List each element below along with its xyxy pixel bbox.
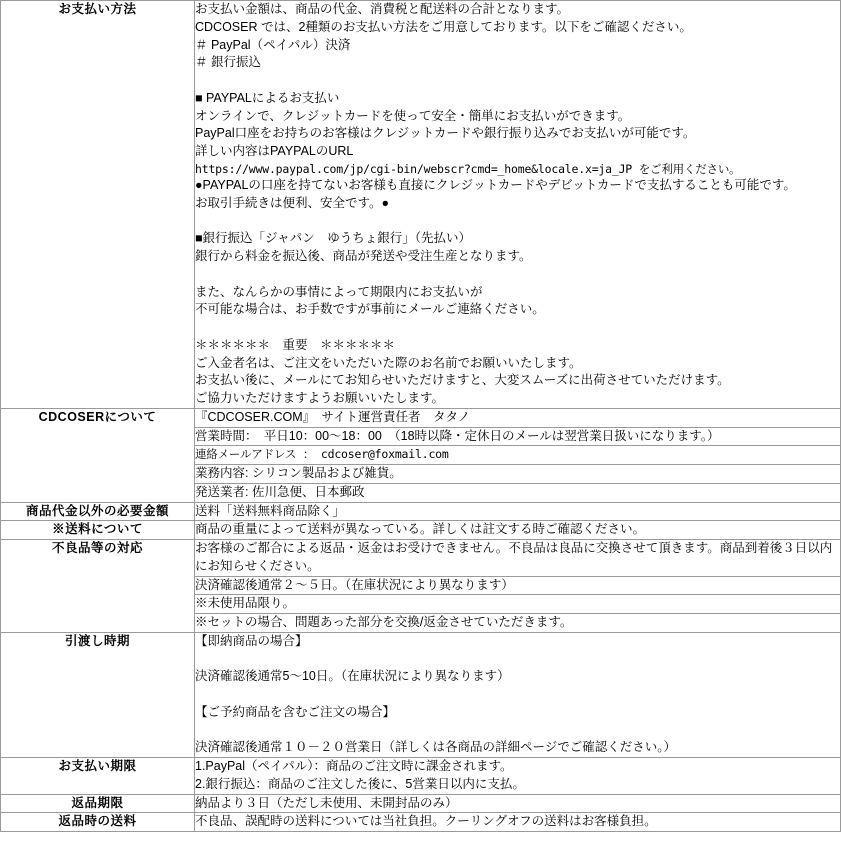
- table-row: [1, 408, 841, 502]
- table-row: [195, 409, 840, 427]
- row-label-return-deadline: 返品期限: [1, 794, 195, 813]
- row-value-defective-handling: [195, 540, 841, 633]
- text-line: 【ご予約商品を含むご注文の場合】: [195, 704, 396, 719]
- about-line-hours: 営業時間： 平日10：00～18：00 （18時以降・定休日のメールは翌営業日扱いになります。）: [195, 427, 840, 446]
- table-row: [195, 465, 840, 484]
- text-line: 決済確認後通常5～10日。（在庫状況により異なります）: [195, 669, 510, 684]
- table-row: [195, 595, 840, 614]
- row-label-shipping-note: ※送料について: [1, 521, 195, 540]
- spacer: [195, 686, 840, 704]
- row-value-extra-charges: 送料「送料無料商品除く」: [195, 502, 841, 521]
- table-row: [195, 446, 840, 465]
- row-value-delivery-timing: [195, 632, 841, 757]
- text-line: CDCOSER では、2種類のお支払い方法をご用意しております。以下をご確認ください。: [195, 19, 692, 34]
- row-label-extra-charges: 商品代金以外の必要金額: [1, 502, 195, 521]
- table-row: [1, 540, 841, 633]
- row-value-payment-deadline: [195, 758, 841, 795]
- table-row: [1, 758, 841, 795]
- text-line: PayPal口座をお持ちのお客様はクレジットカードや銀行振り込みでお支払いが可能です。: [195, 126, 696, 141]
- table-row: [195, 576, 840, 595]
- text-line: 【即納商品の場合】: [195, 633, 308, 648]
- row-label-payment-method: お支払い方法: [1, 1, 195, 409]
- about-line-owner: 『CDCOSER.COM』 サイト運営責任者 タタノ: [195, 409, 840, 427]
- row-value-about-cdcoser: [195, 408, 841, 502]
- text-line: ご入金者名は、ご注文をいただいた際のお名前でお願いいたします。: [195, 355, 582, 370]
- spacer: [195, 651, 840, 669]
- table-row: [1, 1, 841, 409]
- text-line: ＃ 銀行振込: [195, 55, 261, 70]
- email-text: 連絡メールアドレス ： cdcoser@foxmail.com: [195, 447, 449, 462]
- row-label-return-shipping: 返品時の送料: [1, 813, 195, 832]
- row-label-about-cdcoser: CDCOSERについて: [1, 408, 195, 502]
- text-line: また、なんらかの事情によって期限内にお支払いが: [195, 284, 483, 299]
- spacer: [195, 266, 840, 284]
- defective-line-set-items: ※セットの場合、問題あった部分を交換/返金させていただきます。: [195, 615, 573, 630]
- about-subtable: [195, 409, 840, 502]
- row-value-return-shipping: 不良品、誤配時の送料については当社負担。クーリングオフの送料はお客様負担。: [195, 813, 841, 832]
- table-row: [1, 794, 841, 813]
- defective-line-lead-time: 決済確認後通常２～５日。（在庫状況により異なります）: [195, 576, 840, 595]
- about-subtable-body: [195, 409, 840, 502]
- text-line: 1.PayPal（ペイパル）：商品のご注文時に課金されます。: [195, 759, 513, 774]
- paypal-url-line: https://www.paypal.com/jp/cgi-bin/webscr?cmd=_home&locale.x=ja_JP をご利用ください。: [195, 161, 741, 176]
- defective-line-unused-only: ※未使用品限り。: [195, 595, 840, 614]
- defective-line-return-policy: お客様のご都合による返品・返金はお受けできません。不良品は良品に交換させて頂きます。商品到着後３日以内にお知らせください。: [195, 540, 840, 576]
- text-line: お取引手続きは便利、安全です。●: [195, 195, 390, 210]
- about-line-business: 業務内容: シリコン製品および雑貨。: [195, 465, 840, 484]
- about-line-email: [195, 446, 840, 465]
- table-row: [1, 632, 841, 757]
- defective-subtable-body: [195, 540, 840, 632]
- text-line: 銀行から料金を振込後、商品が発送や受注生産となります。: [195, 249, 532, 264]
- text-line: ご協力いただけますようお願いいたします。: [195, 391, 445, 406]
- text-line: ＊＊＊＊＊＊ 重要 ＊＊＊＊＊＊: [195, 337, 396, 352]
- defective-subtable: [195, 540, 840, 632]
- table-body: [1, 1, 841, 832]
- text-line: 不可能な場合は、お手数ですが事前にメールご連絡ください。: [195, 302, 545, 317]
- spacer: [195, 319, 840, 337]
- text-line: 2.銀行振込：商品のご注文した後に、5営業日以内に支払。: [195, 776, 525, 791]
- table-row: [195, 540, 840, 576]
- row-label-delivery-timing: 引渡し時期: [1, 632, 195, 757]
- table-row: [1, 521, 841, 540]
- row-value-payment-method: [195, 1, 841, 409]
- text-line: オンラインで、クレジットカードを使って安全・簡単にお支払いができます。: [195, 108, 631, 123]
- text-line: ＃ PayPal（ペイパル）決済: [195, 37, 351, 52]
- row-value-shipping-note: 商品の重量によって送料が異なっている。詳しくは註文する時ご確認ください。: [195, 521, 841, 540]
- spacer: [195, 72, 840, 90]
- about-line-shipper: 発送業者: 佐川急便、日本郵政: [195, 484, 365, 499]
- table-row: [195, 614, 840, 632]
- row-label-defective-handling: 不良品等の対応: [1, 540, 195, 633]
- text-line: ●PAYPALの口座を持てないお客様も直接にクレジットカードやデビットカードで支払することも可能です。: [195, 178, 796, 193]
- table-row: [1, 813, 841, 832]
- text-line: お支払い金額は、商品の代金、消費税と配送料の合計となります。: [195, 2, 570, 16]
- text-line: 詳しい内容はPAYPALのURL: [195, 144, 354, 158]
- table-row: [195, 483, 840, 501]
- text-line: 決済確認後通常１０－２０営業日（詳しくは各商品の詳細ページでご確認ください。）: [195, 740, 677, 755]
- text-line: ■銀行振込「ジャパン ゆうちょ銀行」（先払い）: [195, 231, 472, 246]
- table-row: [1, 502, 841, 521]
- text-line: お支払い後に、メールにてお知らせいただけますと、大変スムーズに出荷させていただけます。: [195, 373, 730, 388]
- spacer: [195, 722, 840, 740]
- row-value-return-deadline: 納品より３日（ただし未使用、未開封品のみ）: [195, 794, 841, 813]
- table-row: [195, 427, 840, 446]
- text-line: ■ PAYPALによるお支払い: [195, 90, 340, 105]
- row-label-payment-deadline: お支払い期限: [1, 758, 195, 795]
- spacer: [195, 213, 840, 231]
